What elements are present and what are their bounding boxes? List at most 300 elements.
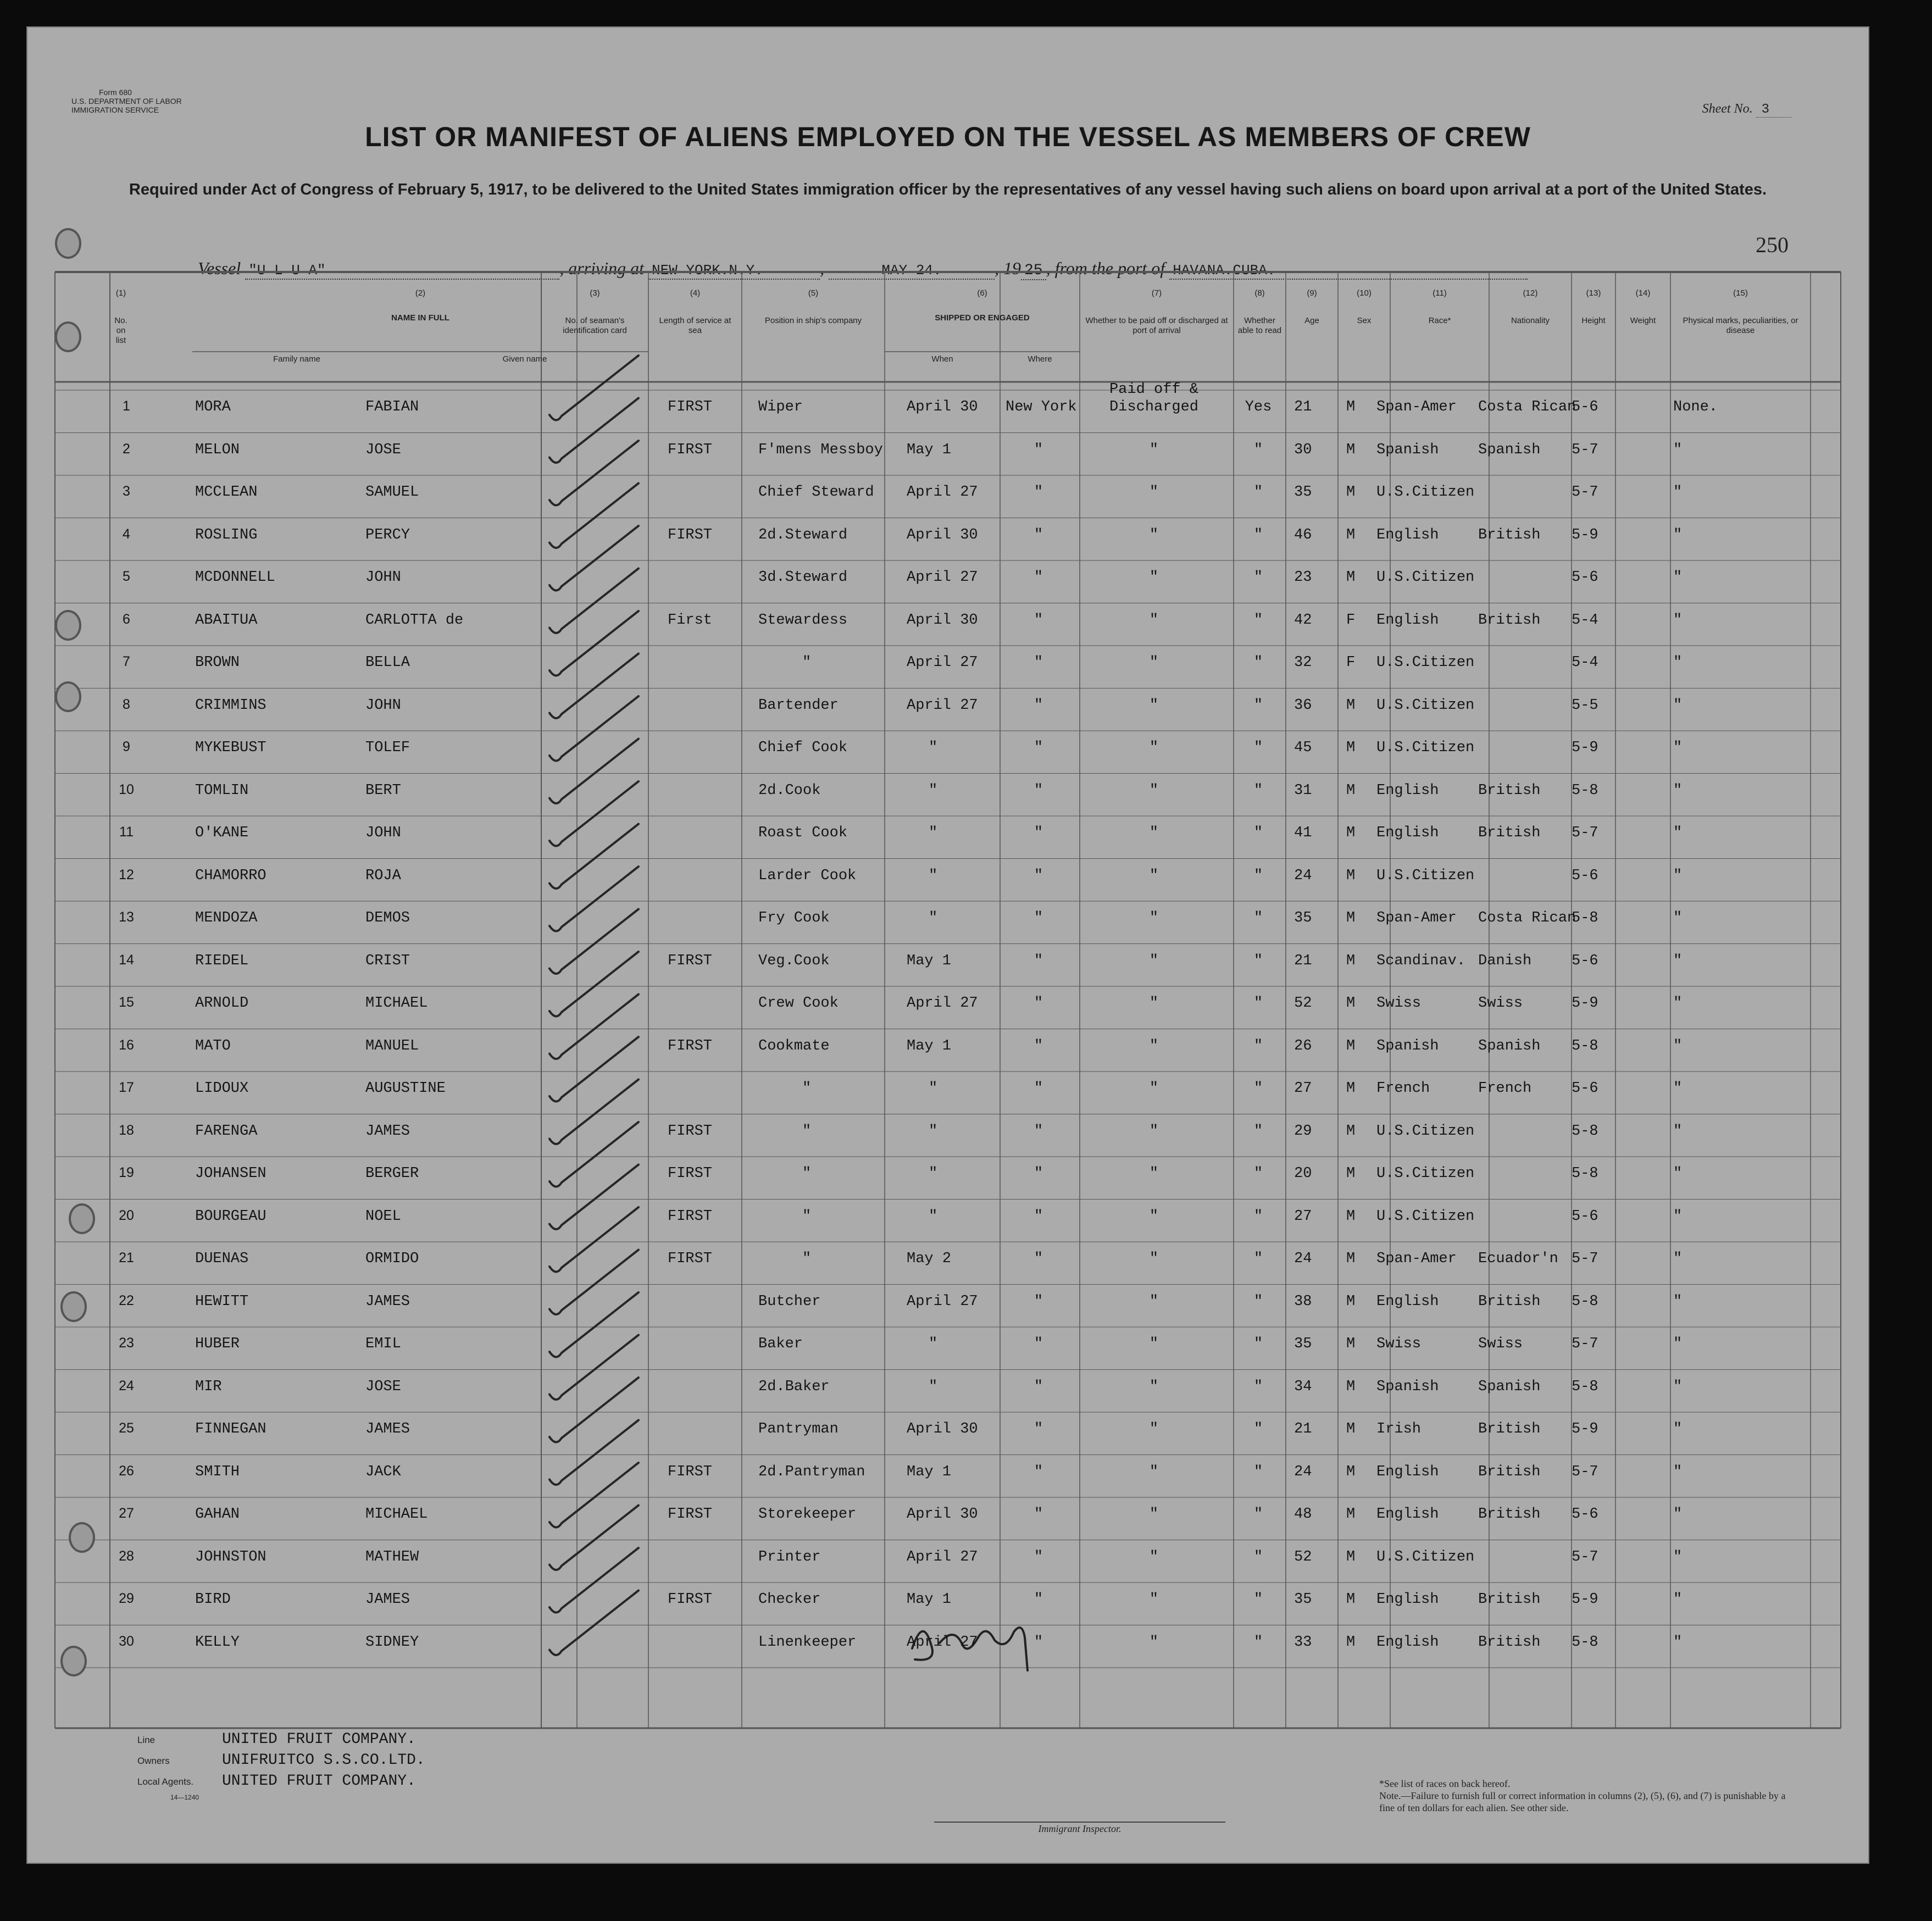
- cell-when: ": [929, 1080, 938, 1097]
- vessel-name: "U L U A": [245, 262, 559, 280]
- cell-read: ": [1253, 1037, 1263, 1054]
- cell-height: 5-7: [1572, 1251, 1598, 1267]
- cell-sex: M: [1346, 1123, 1356, 1140]
- cell-given: JAMES: [365, 1421, 410, 1437]
- cell-age: 21: [1294, 952, 1312, 969]
- cell-family: FINNEGAN: [195, 1421, 267, 1437]
- check-mark: [549, 1591, 639, 1656]
- cell-where: ": [1034, 612, 1043, 629]
- binder-hole: [69, 1203, 95, 1234]
- cell-sex: M: [1346, 1251, 1356, 1267]
- cell-nationality: British: [1478, 782, 1541, 799]
- cell-read: Yes: [1245, 399, 1272, 415]
- cell-nationality: Ecuador'n: [1478, 1251, 1558, 1267]
- cell-position: Crew Cook: [758, 995, 839, 1012]
- cell-family: MENDOZA: [195, 910, 258, 926]
- cell-service: First: [668, 612, 713, 629]
- cell-marks: ": [1673, 1506, 1683, 1523]
- cell-family: HUBER: [195, 1336, 240, 1352]
- cell-marks: ": [1673, 825, 1683, 841]
- cell-family: DUENAS: [195, 1251, 249, 1267]
- cell-age: 36: [1294, 697, 1312, 714]
- cell-family: CRIMMINS: [195, 697, 267, 714]
- cell-given: NOEL: [365, 1208, 401, 1225]
- cell-marks: ": [1673, 526, 1683, 543]
- cell-age: 24: [1294, 867, 1312, 884]
- cell-family: ARNOLD: [195, 995, 249, 1012]
- owners-label: Owners: [137, 1756, 170, 1766]
- footer-block: [137, 1731, 577, 1801]
- cell-nationality: British: [1478, 1591, 1541, 1608]
- cell-paid: ": [1149, 952, 1159, 969]
- cell-read: ": [1253, 1634, 1263, 1651]
- cell-when: May 1: [907, 1037, 952, 1054]
- cell-when: April 27: [907, 1634, 978, 1651]
- cell-position: Pantryman: [758, 1421, 839, 1437]
- cell-height: 5-8: [1572, 910, 1598, 926]
- cell-position: F'mens Messboy: [758, 441, 883, 458]
- cell-age: 20: [1294, 1165, 1312, 1182]
- arriving-at: NEW YORK.N.Y.: [648, 262, 820, 280]
- cell-when: ": [929, 867, 938, 884]
- cell-read: ": [1253, 1293, 1263, 1310]
- cell-sex: M: [1346, 1463, 1356, 1480]
- cell-family: MCDONNELL: [195, 569, 275, 586]
- cell-marks: ": [1673, 441, 1683, 458]
- cell-race: Swiss: [1376, 1336, 1422, 1352]
- cell-height: 5-6: [1572, 569, 1598, 586]
- cell-age: 30: [1294, 441, 1312, 458]
- cell-age: 45: [1294, 740, 1312, 756]
- cell-age: 21: [1294, 1421, 1312, 1437]
- check-mark: [549, 569, 639, 634]
- cell-given: CARLOTTA de: [365, 612, 464, 629]
- binder-hole: [55, 610, 81, 641]
- cell-position: Chief Steward: [758, 484, 874, 501]
- cell-marks: ": [1673, 740, 1683, 756]
- cell-where: ": [1034, 910, 1043, 926]
- column-number: (13): [1586, 288, 1601, 298]
- cell-marks: ": [1673, 1037, 1683, 1054]
- cell-height: 5-6: [1572, 952, 1598, 969]
- cell-no: 7: [123, 654, 130, 669]
- cell-age: 48: [1294, 1506, 1312, 1523]
- cell-height: 5-7: [1572, 1548, 1598, 1565]
- cell-marks: ": [1673, 910, 1683, 926]
- cell-no: 10: [119, 781, 134, 797]
- cell-family: ABAITUA: [195, 612, 258, 629]
- cell-read: ": [1253, 1378, 1263, 1395]
- check-mark: [549, 1506, 639, 1570]
- column-subheader: When: [931, 354, 953, 364]
- column-number: (5): [808, 288, 819, 298]
- check-mark: [549, 484, 639, 548]
- cell-sex: M: [1346, 910, 1356, 926]
- cell-height: 5-8: [1572, 1293, 1598, 1310]
- cell-nationality: Costa Rican: [1478, 399, 1576, 415]
- column-number: (15): [1733, 288, 1748, 298]
- cell-sex: M: [1346, 1336, 1356, 1352]
- cell-no: 25: [119, 1420, 134, 1436]
- cell-age: 52: [1294, 1548, 1312, 1565]
- column-header: SHIPPED OR ENGAGED: [935, 313, 1030, 323]
- inspector-label: Immigrant Inspector.: [1038, 1823, 1122, 1834]
- cell-marks: ": [1673, 995, 1683, 1012]
- cell-position: Checker: [758, 1591, 821, 1608]
- cell-where: ": [1034, 1548, 1043, 1565]
- cell-position: ": [802, 1208, 812, 1225]
- cell-position: Wiper: [758, 399, 803, 415]
- cell-position: Bartender: [758, 697, 839, 714]
- cell-when: ": [929, 825, 938, 841]
- cell-position: 3d.Steward: [758, 569, 848, 586]
- check-mark: [549, 441, 639, 506]
- cell-when: April 27: [907, 697, 978, 714]
- cell-family: HEWITT: [195, 1293, 249, 1310]
- footnote-penalty: Note.—Failure to furnish full or correct information in columns (2), (5), (6), and (7) is punishable by a fine of ten dollars for each alien. See other side.: [1379, 1790, 1786, 1813]
- cell-age: 41: [1294, 825, 1312, 841]
- cell-sex: M: [1346, 1548, 1356, 1565]
- cell-sex: M: [1346, 867, 1356, 884]
- cell-no: 30: [119, 1633, 134, 1649]
- cell-sex: M: [1346, 697, 1356, 714]
- cell-position: Printer: [758, 1548, 821, 1565]
- cell-race: Irish: [1376, 1421, 1422, 1437]
- cell-nationality: Swiss: [1478, 1336, 1523, 1352]
- column-header: Position in ship's company: [764, 316, 862, 325]
- cell-height: 5-8: [1572, 782, 1598, 799]
- cell-when: April 27: [907, 654, 978, 671]
- cell-paid: ": [1149, 484, 1159, 501]
- cell-race: Spanish: [1376, 1378, 1439, 1395]
- cell-position: ": [802, 1251, 812, 1267]
- cell-read: ": [1253, 1463, 1263, 1480]
- column-number: (10): [1357, 288, 1372, 298]
- cell-service: FIRST: [668, 1208, 713, 1225]
- cell-sex: M: [1346, 569, 1356, 586]
- form-number: Form 680: [99, 88, 132, 97]
- cell-read: ": [1253, 1336, 1263, 1352]
- cell-race: U.S.Citizen: [1376, 1165, 1475, 1182]
- cell-race: U.S.Citizen: [1376, 1123, 1475, 1140]
- cell-nationality: British: [1478, 1634, 1541, 1651]
- line-label: Line: [137, 1735, 156, 1745]
- cell-given: BERT: [365, 782, 401, 799]
- cell-nationality: British: [1478, 526, 1541, 543]
- cell-age: 42: [1294, 612, 1312, 629]
- check-mark: [549, 1165, 639, 1230]
- cell-paid: ": [1149, 526, 1159, 543]
- cell-height: 5-6: [1572, 1506, 1598, 1523]
- cell-sex: M: [1346, 441, 1356, 458]
- column-header: Nationality: [1511, 316, 1550, 325]
- column-subheader: Given name: [502, 354, 547, 364]
- cell-read: ": [1253, 910, 1263, 926]
- cell-age: 24: [1294, 1251, 1312, 1267]
- cell-given: FABIAN: [365, 399, 419, 415]
- cell-paid: ": [1149, 697, 1159, 714]
- cell-age: 38: [1294, 1293, 1312, 1310]
- check-mark: [549, 654, 639, 719]
- cell-sex: M: [1346, 484, 1356, 501]
- cell-marks: ": [1673, 1548, 1683, 1565]
- cell-when: April 30: [907, 1506, 978, 1523]
- cell-paid: ": [1149, 1421, 1159, 1437]
- cell-age: 46: [1294, 526, 1312, 543]
- cell-race: Swiss: [1376, 995, 1422, 1012]
- cell-family: MORA: [195, 399, 231, 415]
- cell-service: FIRST: [668, 1123, 713, 1140]
- binder-hole: [60, 1291, 87, 1322]
- cell-where: ": [1034, 867, 1043, 884]
- cell-service: FIRST: [668, 441, 713, 458]
- cell-read: ": [1253, 825, 1263, 841]
- cell-when: May 1: [907, 1591, 952, 1608]
- cell-read: ": [1253, 740, 1263, 756]
- cell-age: 33: [1294, 1634, 1312, 1651]
- cell-sex: M: [1346, 740, 1356, 756]
- column-subheader: Where: [1028, 354, 1052, 364]
- cell-given: EMIL: [365, 1336, 401, 1352]
- cell-when: ": [929, 1123, 938, 1140]
- column-header: Physical marks, peculiarities, or disease: [1683, 316, 1798, 335]
- cell-given: MICHAEL: [365, 995, 428, 1012]
- cell-when: ": [929, 910, 938, 926]
- check-mark: [549, 1292, 639, 1357]
- cell-given: JOHN: [365, 697, 401, 714]
- cell-family: BIRD: [195, 1591, 231, 1608]
- cell-given: SIDNEY: [365, 1634, 419, 1651]
- cell-given: ROJA: [365, 867, 401, 884]
- cell-height: 5-5: [1572, 697, 1598, 714]
- check-mark: [549, 781, 639, 846]
- cell-read: ": [1253, 569, 1263, 586]
- cell-paid: ": [1149, 441, 1159, 458]
- cell-where: ": [1034, 1165, 1043, 1182]
- cell-race: U.S.Citizen: [1376, 1548, 1475, 1565]
- column-subheader: Family name: [273, 354, 320, 364]
- cell-paid: ": [1149, 569, 1159, 586]
- cell-position: Chief Cook: [758, 740, 848, 756]
- cell-nationality: British: [1478, 1506, 1541, 1523]
- cell-position: ": [802, 654, 812, 671]
- cell-age: 24: [1294, 1463, 1312, 1480]
- cell-service: FIRST: [668, 1463, 713, 1480]
- cell-where: ": [1034, 825, 1043, 841]
- check-mark: [549, 1122, 639, 1187]
- cell-race: U.S.Citizen: [1376, 697, 1475, 714]
- cell-race: English: [1376, 526, 1439, 543]
- cell-age: 35: [1294, 1591, 1312, 1608]
- page-title: LIST OR MANIFEST OF ALIENS EMPLOYED ON THE VESSEL AS MEMBERS OF CREW: [365, 121, 1531, 152]
- cell-where: ": [1034, 1037, 1043, 1054]
- cell-service: FIRST: [668, 1591, 713, 1608]
- cell-no: 6: [123, 611, 130, 627]
- cell-when: ": [929, 740, 938, 756]
- cell-marks: ": [1673, 484, 1683, 501]
- cell-when: April 30: [907, 526, 978, 543]
- cell-sex: M: [1346, 782, 1356, 799]
- cell-no: 16: [119, 1037, 134, 1053]
- cell-race: English: [1376, 1634, 1439, 1651]
- cell-paid: ": [1149, 1336, 1159, 1352]
- cell-paid: ": [1149, 1208, 1159, 1225]
- cell-paid: ": [1149, 740, 1159, 756]
- cell-height: 5-6: [1572, 399, 1598, 415]
- from-label: , from the port of: [1046, 258, 1165, 278]
- cell-given: DEMOS: [365, 910, 410, 926]
- year-suffix: 25: [1021, 262, 1046, 280]
- cell-given: JOSE: [365, 441, 401, 458]
- column-header: Whether to be paid off or discharged at port of arrival: [1085, 316, 1228, 335]
- cell-given: BELLA: [365, 654, 410, 671]
- binder-hole: [55, 228, 81, 259]
- cell-no: 29: [119, 1591, 134, 1606]
- cell-paid: ": [1149, 1251, 1159, 1267]
- cell-position: Larder Cook: [758, 867, 857, 884]
- check-mark: [549, 356, 639, 420]
- cell-service: FIRST: [668, 1037, 713, 1054]
- cell-no: 3: [123, 484, 130, 499]
- cell-position: Fry Cook: [758, 910, 830, 926]
- cell-read: ": [1253, 654, 1263, 671]
- cell-sex: M: [1346, 1634, 1356, 1651]
- cell-position: 2d.Steward: [758, 526, 848, 543]
- cell-race: Span-Amer: [1376, 910, 1457, 926]
- cell-family: RIEDEL: [195, 952, 249, 969]
- cell-given: JOSE: [365, 1378, 401, 1395]
- cell-when: April 27: [907, 1293, 978, 1310]
- cell-given: SAMUEL: [365, 484, 419, 501]
- cell-sex: M: [1346, 1378, 1356, 1395]
- cell-height: 5-7: [1572, 1336, 1598, 1352]
- cell-sex: M: [1346, 825, 1356, 841]
- cell-paid: ": [1149, 910, 1159, 926]
- cell-paid: ": [1149, 612, 1159, 629]
- cell-sex: M: [1346, 1421, 1356, 1437]
- cell-race: English: [1376, 825, 1439, 841]
- cell-where: New York: [1006, 399, 1077, 415]
- cell-when: April 27: [907, 995, 978, 1012]
- cell-height: 5-8: [1572, 1165, 1598, 1182]
- cell-family: MYKEBUST: [195, 740, 267, 756]
- column-header: Age: [1304, 316, 1319, 325]
- cell-where: ": [1034, 526, 1043, 543]
- cell-paid: ": [1149, 1378, 1159, 1395]
- cell-marks: ": [1673, 697, 1683, 714]
- arrival-date: MAY 24.: [829, 262, 995, 280]
- cell-age: 21: [1294, 399, 1312, 415]
- department: U.S. DEPARTMENT OF LABOR: [71, 97, 182, 106]
- cell-height: 5-9: [1572, 995, 1598, 1012]
- cell-sex: M: [1346, 1037, 1356, 1054]
- column-number: (11): [1433, 288, 1447, 298]
- cell-nationality: Danish: [1478, 952, 1532, 969]
- cell-height: 5-7: [1572, 825, 1598, 841]
- cell-read: ": [1253, 1421, 1263, 1437]
- cell-sex: M: [1346, 952, 1356, 969]
- cell-height: 5-9: [1572, 740, 1598, 756]
- cell-nationality: Spanish: [1478, 441, 1541, 458]
- cell-read: ": [1253, 782, 1263, 799]
- column-number: (2): [415, 288, 426, 298]
- cell-where: ": [1034, 952, 1043, 969]
- binder-hole: [69, 1522, 95, 1553]
- cell-when: ": [929, 1165, 938, 1182]
- cell-position: Veg.Cook: [758, 952, 830, 969]
- cell-race: English: [1376, 1591, 1439, 1608]
- column-number: (1): [115, 288, 126, 298]
- cell-family: MCCLEAN: [195, 484, 258, 501]
- cell-race: English: [1376, 612, 1439, 629]
- column-header: Weight: [1630, 316, 1656, 325]
- cell-read: ": [1253, 952, 1263, 969]
- arriving-label: , arriving at: [559, 258, 644, 278]
- cell-paid: ": [1149, 654, 1159, 671]
- cell-where: ": [1034, 1336, 1043, 1352]
- cell-marks: ": [1673, 569, 1683, 586]
- cell-paid: ": [1149, 867, 1159, 884]
- cell-given: AUGUSTINE: [365, 1080, 446, 1097]
- cell-where: ": [1034, 1080, 1043, 1097]
- cell-no: 23: [119, 1335, 134, 1351]
- cell-family: ROSLING: [195, 526, 258, 543]
- check-mark: [549, 1378, 639, 1442]
- column-header: Whether able to read: [1237, 316, 1282, 335]
- sheet-number-label: Sheet No.: [1702, 102, 1753, 116]
- cell-given: JOHN: [365, 825, 401, 841]
- cell-given: JACK: [365, 1463, 401, 1480]
- cell-paid: ": [1149, 1037, 1159, 1054]
- cell-when: April 27: [907, 484, 978, 501]
- cell-position: Stewardess: [758, 612, 848, 629]
- check-mark: [549, 952, 639, 1017]
- cell-race: U.S.Citizen: [1376, 484, 1475, 501]
- cell-read: ": [1253, 1165, 1263, 1182]
- column-header: NAME IN FULL: [391, 313, 449, 323]
- cell-marks: ": [1673, 782, 1683, 799]
- cell-position: Butcher: [758, 1293, 821, 1310]
- cell-paid: ": [1149, 1463, 1159, 1480]
- cell-race: English: [1376, 1293, 1439, 1310]
- cell-family: JOHNSTON: [195, 1548, 267, 1565]
- cell-age: 27: [1294, 1080, 1312, 1097]
- cell-where: ": [1034, 697, 1043, 714]
- cell-age: 32: [1294, 654, 1312, 671]
- cell-where: ": [1034, 995, 1043, 1012]
- cell-family: MELON: [195, 441, 240, 458]
- footnote-races: *See list of races on back hereof.: [1379, 1778, 1511, 1789]
- cell-family: CHAMORRO: [195, 867, 267, 884]
- cell-given: BERGER: [365, 1165, 419, 1182]
- cell-position: Storekeeper: [758, 1506, 857, 1523]
- cell-given: MANUEL: [365, 1037, 419, 1054]
- cell-position: ": [802, 1165, 812, 1182]
- cell-no: 18: [119, 1122, 134, 1138]
- cell-service: FIRST: [668, 952, 713, 969]
- cell-no: 27: [119, 1506, 134, 1521]
- cell-race: Scandinav.: [1376, 952, 1466, 969]
- cell-height: 5-4: [1572, 654, 1598, 671]
- cell-when: ": [929, 1336, 938, 1352]
- cell-no: 28: [119, 1548, 134, 1564]
- cell-height: 5-8: [1572, 1037, 1598, 1054]
- service: IMMIGRATION SERVICE: [71, 106, 159, 114]
- binder-hole: [60, 1646, 87, 1676]
- cell-position: Baker: [758, 1336, 803, 1352]
- cell-where: ": [1034, 740, 1043, 756]
- cell-paid: Paid off & Discharged: [1109, 381, 1199, 415]
